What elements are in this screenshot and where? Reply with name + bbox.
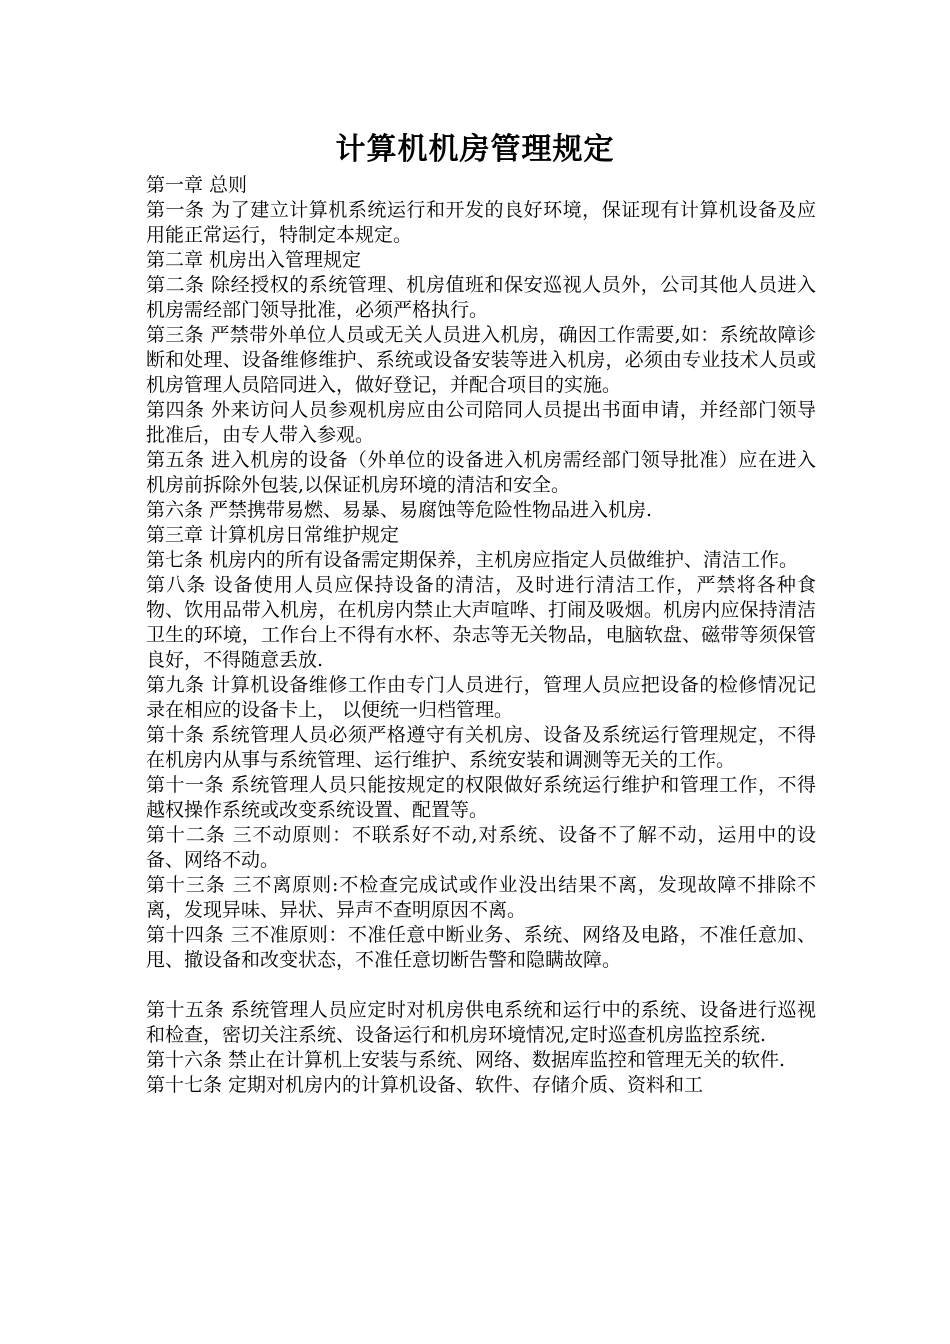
article-14: 第十四条 三不准原则：不准任意中断业务、系统、网络及电路，不准任意加、甩、撤设备和改变状态，不准任意切断告警和隐瞒故障。 <box>146 924 816 971</box>
article-15: 第十五条 系统管理人员应定时对机房供电系统和运行中的系统、设备进行巡视和检查，密切关注系统、设备运行和机房环境情况,定时巡查机房监控系统. <box>146 999 816 1046</box>
document-body <box>146 173 816 1098</box>
page-title: 计算机机房管理规定 <box>335 132 615 167</box>
article-1: 第一条 为了建立计算机系统运行和开发的良好环境，保证现有计算机设备及应用能正常运行，特制定本规定。 <box>146 199 816 246</box>
article-13: 第十三条 三不离原则:不检查完成试或作业没出结果不离，发现故障不排除不离，发现异味、异状、异声不查明原因不离。 <box>146 874 816 921</box>
article-5: 第五条 进入机房的设备（外单位的设备进入机房需经部门领导批准）应在进入机房前拆除外包装,以保证机房环境的清洁和安全。 <box>146 449 816 496</box>
article-10: 第十条 系统管理人员必须严格遵守有关机房、设备及系统运行管理规定，不得在机房内从事与系统管理、运行维护、系统安装和调测等无关的工作。 <box>146 724 816 771</box>
article-2: 第二条 除经授权的系统管理、机房值班和保安巡视人员外，公司其他人员进入机房需经部门领导批准，必须严格执行。 <box>146 274 816 321</box>
article-11: 第十一条 系统管理人员只能按规定的权限做好系统运行维护和管理工作，不得越权操作系统或改变系统设置、配置等。 <box>146 774 816 821</box>
article-4: 第四条 外来访问人员参观机房应由公司陪同人员提出书面申请，并经部门领导批准后，由专人带入参观。 <box>146 399 816 446</box>
article-12: 第十二条 三不动原则：不联系好不动,对系统、设备不了解不动，运用中的设备、网络不动。 <box>146 824 816 871</box>
article-3: 第三条 严禁带外单位人员或无关人员进入机房，确因工作需要,如：系统故障诊断和处理、设备维修维护、系统或设备安装等进入机房，必须由专业技术人员或机房管理人员陪同进入，做好登记，并配合项目的实施。 <box>146 324 816 396</box>
article-17: 第十七条 定期对机房内的计算机设备、软件、存储介质、资料和工 <box>146 1074 704 1096</box>
chapter-heading-1: 第一章 总则 <box>146 174 248 196</box>
article-6: 第六条 严禁携带易燃、易暴、易腐蚀等危险性物品进入机房. <box>146 499 653 521</box>
article-9: 第九条 计算机设备维修工作由专门人员进行，管理人员应把设备的检修情况记录在相应的设备卡上， 以便统一归档管理。 <box>146 674 816 721</box>
chapter-heading-3: 第三章 计算机房日常维护规定 <box>146 524 400 546</box>
blank-line <box>146 973 816 998</box>
article-8: 第八条 设备使用人员应保持设备的清洁，及时进行清洁工作，严禁将各种食物、饮用品带入机房，在机房内禁止大声喧哗、打闹及吸烟。机房内应保持清洁卫生的环境，工作台上不得有水杯、杂志等无关物品，电脑软盘、磁带等须保管良好，不得随意丢放. <box>146 574 816 671</box>
article-7: 第七条 机房内的所有设备需定期保养，主机房应指定人员做维护、清洁工作。 <box>146 549 799 571</box>
article-16: 第十六条 禁止在计算机上安装与系统、网络、数据库监控和管理无关的软件. <box>146 1049 786 1071</box>
chapter-heading-2: 第二章 机房出入管理规定 <box>146 249 362 271</box>
